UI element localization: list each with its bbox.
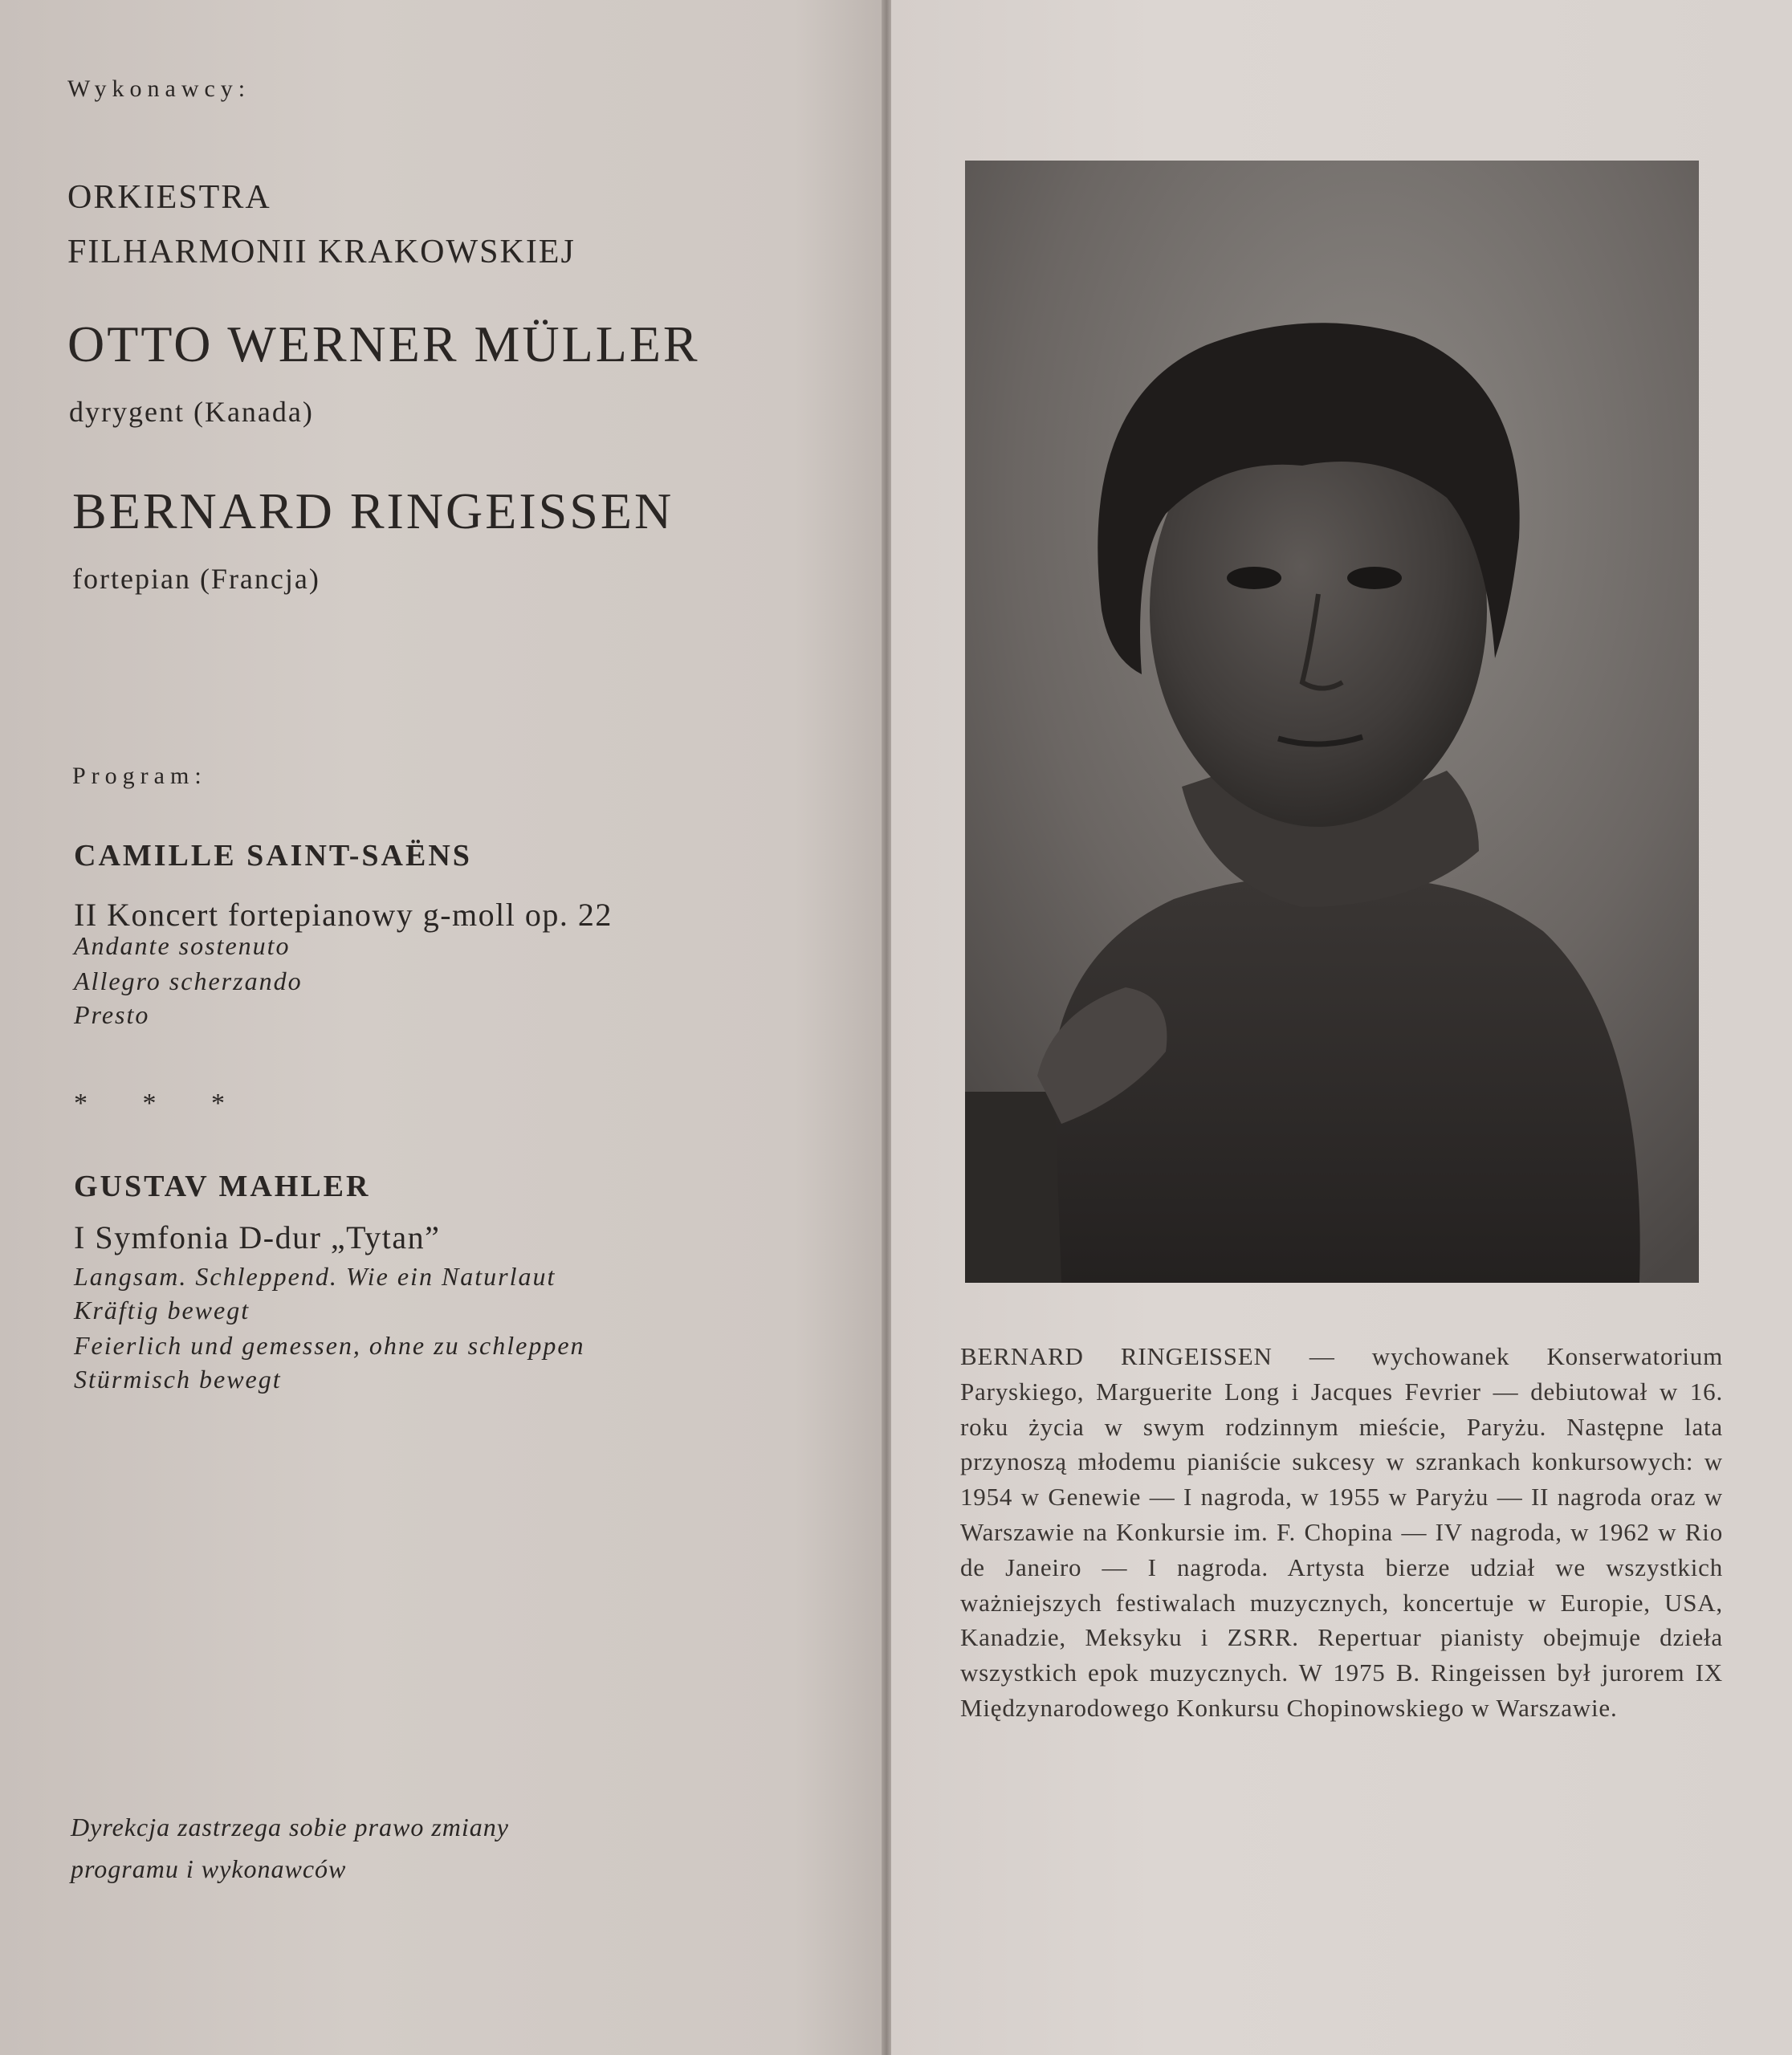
pianist-portrait-photo — [965, 161, 1699, 1283]
conductor-role: dyrygent (Kanada) — [69, 396, 314, 428]
conductor-name: OTTO WERNER MÜLLER — [67, 315, 700, 372]
movement: Kräftig bewegt — [74, 1296, 250, 1325]
orchestra-line-1: ORKIESTRA — [67, 179, 271, 216]
performers-heading: Wykonawcy: — [67, 75, 251, 102]
soloist-role: fortepian (Francja) — [72, 563, 320, 595]
note-line-1: Dyrekcja zastrzega sobie prawo zmiany — [71, 1813, 509, 1841]
note-line-2: programu i wykonawców — [71, 1854, 347, 1883]
movement: Stürmisch bewegt — [74, 1365, 282, 1394]
orchestra-line-2: FILHARMONII KRAKOWSKIEJ — [67, 234, 576, 271]
work-title: I Symfonia D-dur „Tytan” — [74, 1219, 441, 1255]
program-heading: Program: — [72, 763, 207, 789]
left-page — [0, 0, 883, 2055]
movement: Langsam. Schleppend. Wie ein Naturlaut — [74, 1262, 556, 1291]
composer-name: CAMILLE SAINT-SAËNS — [74, 839, 472, 873]
composer-name: GUSTAV MAHLER — [74, 1170, 371, 1203]
portrait-image — [965, 161, 1699, 1283]
movement: Presto — [74, 1000, 150, 1029]
section-separator: * * * — [74, 1089, 249, 1118]
pianist-biography: BERNARD RINGEISSEN — wychowanek Konserwatorium Paryskiego, Marguerite Long i Jacques Fevrier — debiutował w 16. roku życia w swym rodzinnym mieście, Paryżu. Następne lata przynoszą młodemu pianiście sukcesy w szrankach konkursowych: w 1954 w Genewie — I nagroda, w 1955 w Paryżu — II nagroda oraz w Warszawie na Konkursie im. F. Chopina — IV nagroda, w 1962 w Rio de Janeiro — I nagroda. Artysta bierze udział we wszystkich ważniejszych festiwalach muzycznych, koncertuje w Europie, USA, Kanadzie, Meksyku i ZSRR. Repertuar pianisty obejmuje dzieła wszystkich epok muzycznych. W 1975 B. Ringeissen był jurorem IX Międzynarodowego Konkursu Chopinowskiego w Warszawie. — [960, 1342, 1723, 1722]
movement: Allegro scherzando — [74, 966, 303, 995]
work-title: II Koncert fortepianowy g-moll op. 22 — [74, 897, 613, 933]
movement: Feierlich und gemessen, ohne zu schleppen — [74, 1331, 585, 1360]
soloist-name: BERNARD RINGEISSEN — [72, 482, 674, 539]
movement: Andante sostenuto — [74, 931, 291, 960]
